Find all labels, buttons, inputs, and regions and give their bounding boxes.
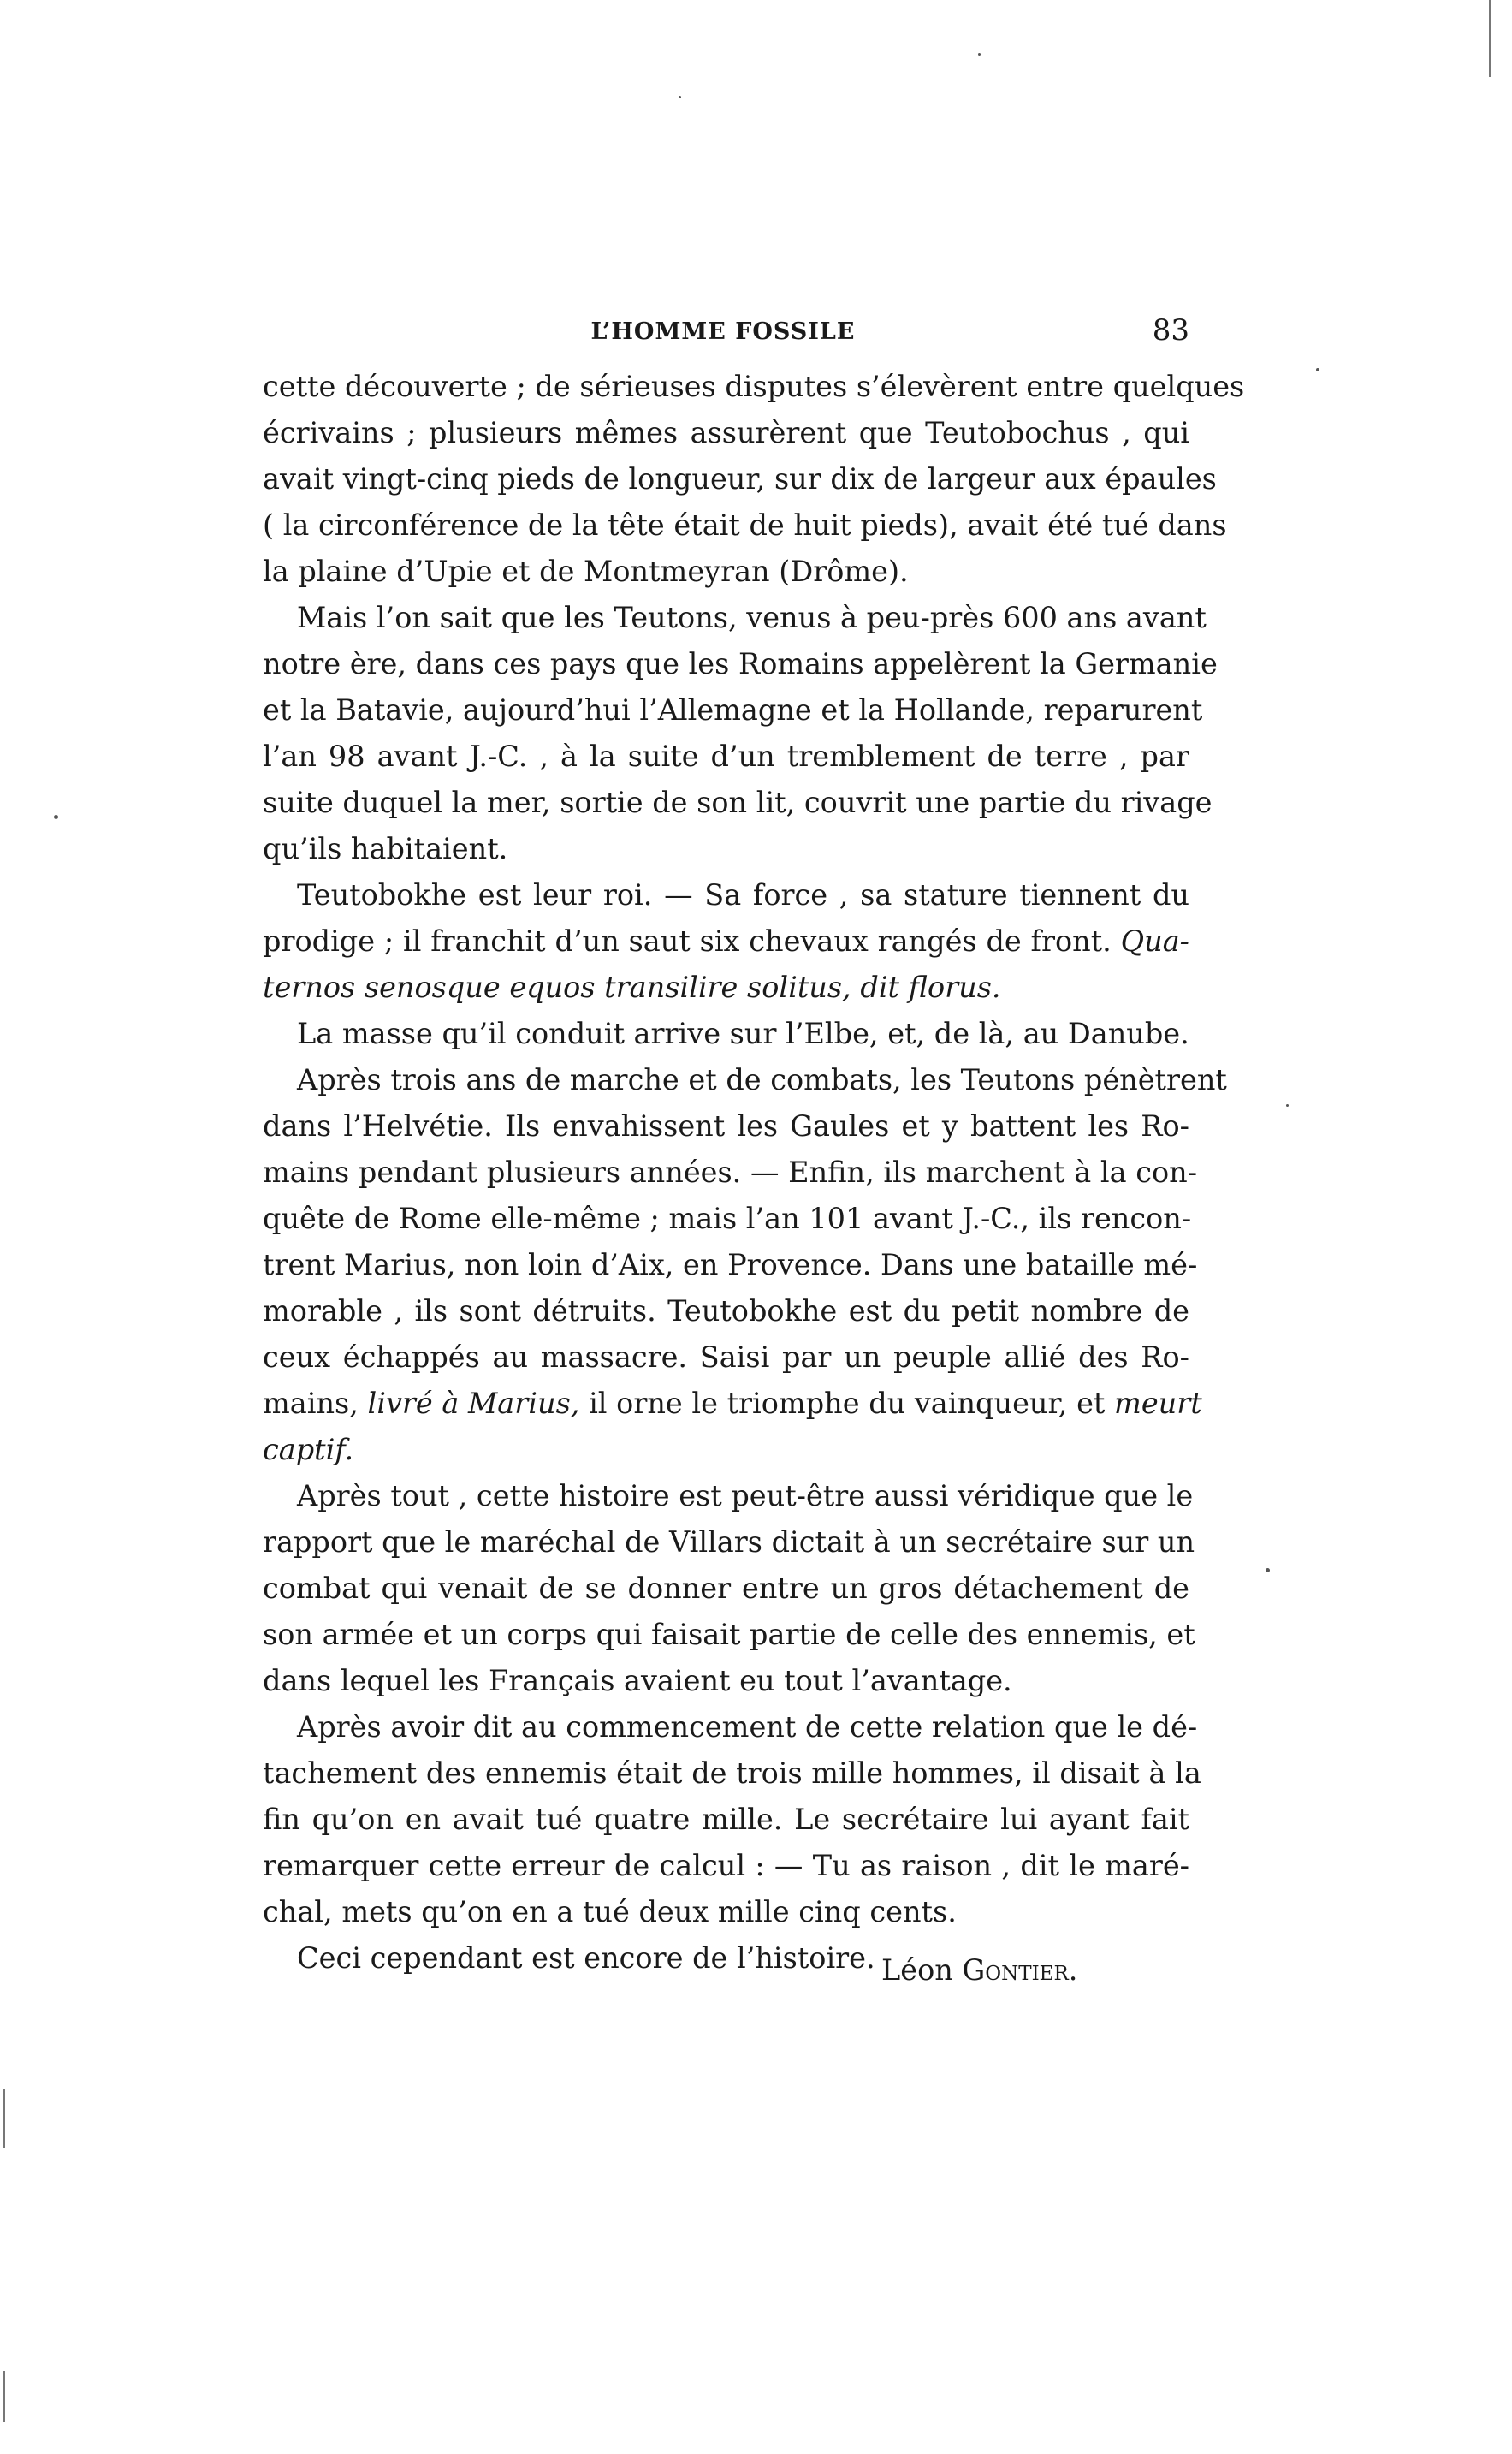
text-line: son armée et un corps qui faisait partie de celle des ennemis, et: [263, 1618, 1195, 1651]
scan-edge-mark: [3, 2089, 5, 2148]
italic-phrase: captif.: [263, 1433, 354, 1466]
text-line: la plaine d’Upie et de Montmeyran (Drôme).: [263, 555, 909, 588]
text-line: quête de Rome elle-même ; mais l’an 101 avant J.-C., ils rencon-: [263, 1202, 1192, 1235]
text-line: écrivains ; plusieurs mêmes assurèrent que Teutobochus , qui: [263, 416, 1189, 449]
body-text: [263, 364, 1245, 1982]
text-fragment: mains,: [263, 1387, 359, 1420]
text-line: mains pendant plusieurs années. — Enfin, ils marchent à la con-: [263, 1156, 1198, 1189]
text-line: [263, 918, 1189, 965]
text-line: [263, 965, 1189, 1011]
text-line: ( la circonférence de la tête était de huit pieds), avait été tué dans: [263, 508, 1227, 542]
text-line: l’an 98 avant J.-C. , à la suite d’un tremblement de terre , par: [263, 740, 1189, 773]
text-line: Après tout , cette histoire est peut-être aussi véridique que le: [297, 1479, 1194, 1512]
text-fragment: il orne le triomphe du vainqueur, et: [589, 1387, 1106, 1420]
text-line: [263, 1427, 1189, 1473]
text-line: Teutobokhe est leur roi. — Sa force , sa stature tiennent du: [297, 878, 1189, 912]
text-line: et la Batavie, aujourd’hui l’Allemagne et la Hollande, reparurent: [263, 693, 1203, 727]
scan-speck: [978, 53, 981, 56]
text-line: combat qui venait de se donner entre un gros détachement de: [263, 1572, 1189, 1605]
text-line: La masse qu’il conduit arrive sur l’Elbe, et, de là, au Danube.: [297, 1017, 1189, 1050]
text-line: chal, mets qu’on en a tué deux mille cinq cents.: [263, 1895, 957, 1928]
scan-speck: [1316, 368, 1319, 371]
text-line: dans l’Helvétie. Ils envahissent les Gaules et y battent les Ro-: [263, 1109, 1189, 1143]
running-title: L’HOMME FOSSILE: [590, 318, 856, 345]
text-fragment: prodige ; il franchit d’un saut six chevaux rangés de front.: [263, 924, 1112, 958]
text-line: remarquer cette erreur de calcul : — Tu as raison , dit le maré-: [263, 1849, 1189, 1882]
scan-speck: [679, 96, 681, 98]
text-line: cette découverte ; de sérieuses disputes s’élevèrent entre quelques: [263, 370, 1245, 403]
text-line: ceux échappés au massacre. Saisi par un peuple allié des Ro-: [263, 1340, 1189, 1374]
scan-edge-mark: [1489, 0, 1491, 77]
text-line: rapport que le maréchal de Villars dictait à un secrétaire sur un: [263, 1525, 1195, 1559]
italic-phrase: livré à Marius,: [367, 1387, 580, 1420]
page-number: 83: [1152, 313, 1189, 348]
text-line: avait vingt-cinq pieds de longueur, sur dix de largeur aux épaules: [263, 462, 1217, 496]
text-line: Ceci cependant est encore de l’histoire.: [297, 1941, 875, 1975]
signature-first-name: Léon: [881, 1953, 953, 1987]
running-head: [257, 310, 1189, 351]
text-line: suite duquel la mer, sortie de son lit, couvrit une partie du rivage: [263, 786, 1213, 819]
text-line: [263, 1381, 1202, 1427]
scan-speck: [1286, 1104, 1289, 1107]
latin-quote: ternos senosque equos transilire solitus, dit florus.: [263, 971, 1001, 1004]
text-line: qu’ils habitaient.: [263, 832, 508, 865]
text-line: tachement des ennemis était de trois mille hommes, il disait à la: [263, 1756, 1201, 1790]
text-line: dans lequel les Français avaient eu tout l’avantage.: [263, 1664, 1012, 1697]
text-line: Après avoir dit au commencement de cette relation que le dé-: [297, 1710, 1198, 1744]
text-line: fin qu’on en avait tué quatre mille. Le secrétaire lui ayant fait: [263, 1803, 1189, 1836]
scan-edge-mark: [3, 2371, 5, 2422]
latin-quote-start: Qua-: [1120, 924, 1189, 958]
scan-speck: [54, 815, 58, 819]
text-line: notre ère, dans ces pays que les Romains appelèrent la Germanie: [263, 647, 1218, 680]
signature-last-name: Gontier.: [962, 1953, 1078, 1987]
italic-phrase: meurt: [1114, 1387, 1202, 1420]
text-line: trent Marius, non loin d’Aix, en Provence. Dans une bataille mé-: [263, 1248, 1198, 1281]
text-line: Mais l’on sait que les Teutons, venus à peu-près 600 ans avant: [297, 601, 1207, 634]
text-line: Après trois ans de marche et de combats, les Teutons pénètrent: [297, 1063, 1227, 1096]
text-line: morable , ils sont détruits. Teutobokhe est du petit nombre de: [263, 1294, 1189, 1328]
author-signature: [881, 1947, 1077, 1994]
scan-speck: [1266, 1568, 1270, 1572]
